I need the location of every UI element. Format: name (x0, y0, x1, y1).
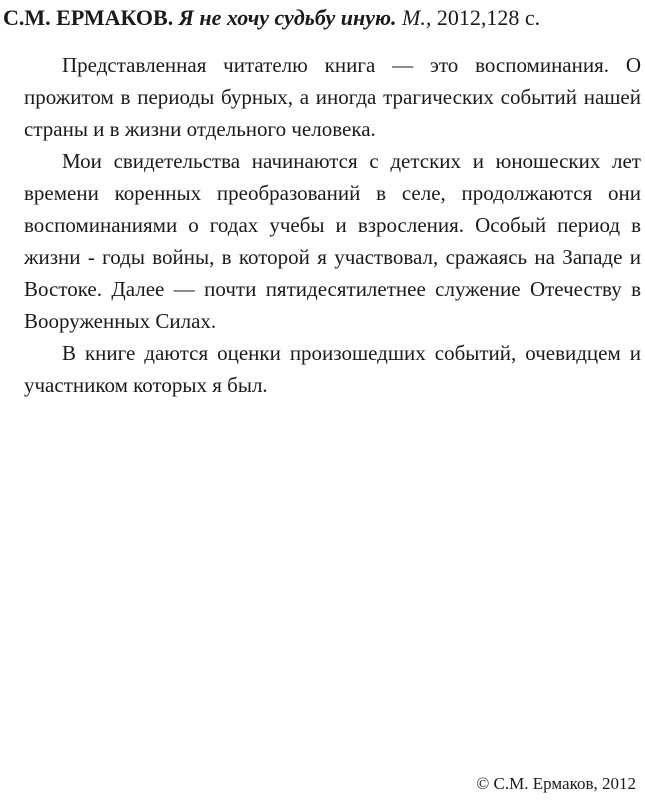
publication-place: М., (402, 5, 432, 30)
book-header (3, 6, 643, 30)
book-title: Я не хочу судьбу иную. (178, 5, 397, 30)
copyright-notice: © С.М. Ермаков, 2012 (476, 774, 636, 793)
publication-year-pages: 2012,128 с. (436, 5, 541, 30)
paragraph: В книге даются оценки произошедших событий, очевидцем и участником которых я был. (24, 341, 641, 397)
paragraph: Мои свидетельства начинаются с детских и юношеских лет времени коренных преобразований в селе, продолжаются они воспоминаниями о годах учебы и взросления. Особый период в жизни - годы войны, в которой я участвовал, сражаясь на Западе и Востоке. Далее — почти пятидесятилетнее служение Отечеству в Вооруженных Силах. (24, 149, 641, 333)
book-author: С.М. ЕРМАКОВ. (3, 5, 174, 30)
paragraph: Представленная читателю книга — это воспоминания. О прожитом в периоды бурных, а иногда трагических событий нашей страны и в жизни отдельного человека. (24, 53, 641, 141)
annotation-text (24, 49, 641, 401)
